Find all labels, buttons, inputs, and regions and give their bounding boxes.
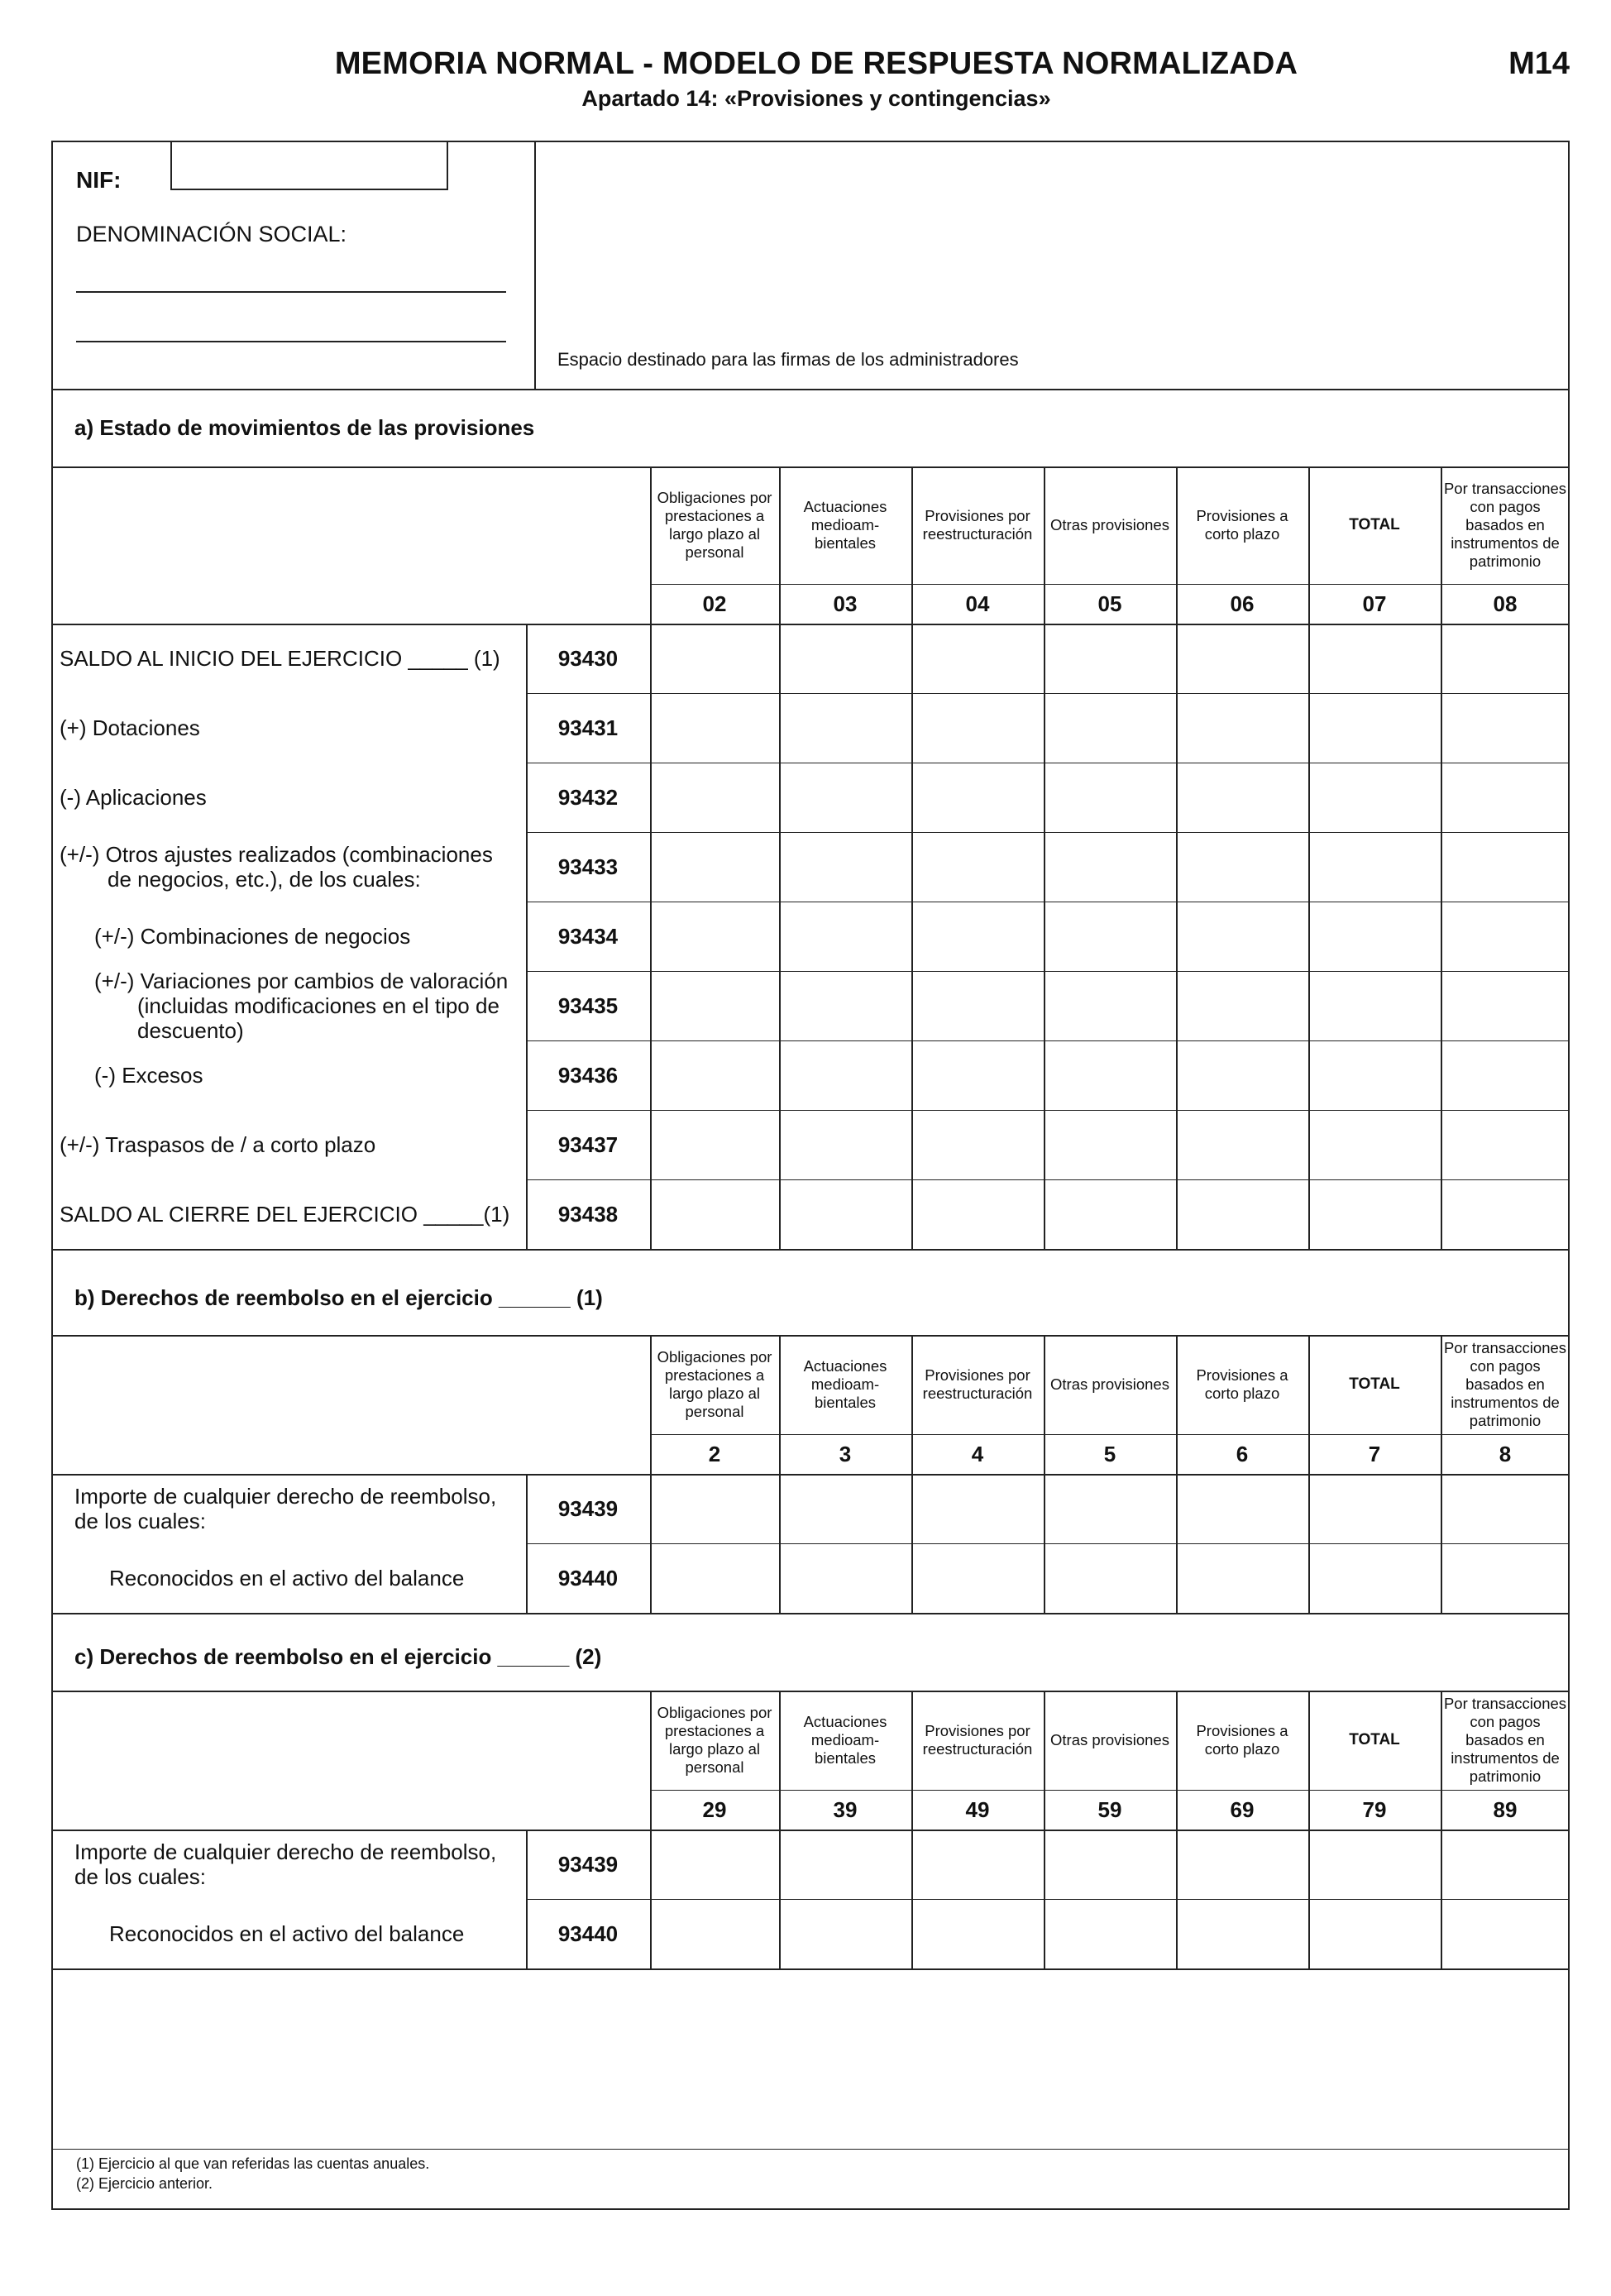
section_a-cell-93435-col7[interactable] <box>1442 973 1568 1039</box>
section_a-cell-93437-col3[interactable] <box>913 1112 1042 1178</box>
section_a-row-code-93437: 93437 <box>557 1131 619 1157</box>
section_a-cell-93431-col2[interactable] <box>781 695 910 761</box>
section_a-row-label-93437: (+/-) Traspasos de / a corto plazo <box>60 1132 376 1157</box>
observaciones-area[interactable] <box>53 1977 1568 2149</box>
section_b-cell-93439-col7[interactable] <box>1442 1476 1568 1542</box>
section_a-row-code-93435: 93435 <box>557 993 619 1018</box>
section_c-col-header-7: Por transacciones con pagos basados en instrumentos de patrimonio <box>1443 1695 1567 1785</box>
section_a-cell-93438-col1[interactable] <box>652 1181 777 1247</box>
section_a-cell-93433-col2[interactable] <box>781 834 910 900</box>
section_a-cell-93432-col3[interactable] <box>913 764 1042 830</box>
section_a-cell-93432-col4[interactable] <box>1045 764 1174 830</box>
section_b-col-number-7: 8 <box>1499 1441 1512 1466</box>
section_b-cell-93439-col5[interactable] <box>1178 1476 1307 1542</box>
section_a-row-code-93434: 93434 <box>557 923 619 949</box>
section_c-cell-93440-col5[interactable] <box>1178 1901 1307 1967</box>
section_a-cell-93432-col7[interactable] <box>1442 764 1568 830</box>
denominacion-line-1[interactable] <box>76 291 506 293</box>
firmas-label: Espacio destinado para las firmas de los administradores <box>557 349 1019 370</box>
section_b-row-label-93439: Importe de cualquier derecho de reembolso, de los cuales: <box>74 1484 497 1533</box>
section_a-cell-93433-col6[interactable] <box>1310 834 1439 900</box>
section_c-col-header-5: Provisiones a corto plazo <box>1196 1722 1288 1758</box>
section_a-cell-93437-col6[interactable] <box>1310 1112 1439 1178</box>
section_a-cell-93438-col4[interactable] <box>1045 1181 1174 1247</box>
section_a-cell-93433-col4[interactable] <box>1045 834 1174 900</box>
section_b-col-number-5: 6 <box>1236 1441 1249 1466</box>
section_a-row-code-93438: 93438 <box>557 1201 619 1227</box>
nif-input[interactable] <box>170 141 448 190</box>
section_a-cell-93430-col7[interactable] <box>1442 625 1568 691</box>
section_a-row-label-93434: (+/-) Combinaciones de negocios <box>94 924 411 949</box>
section_b-row-line-1 <box>526 1543 1568 1544</box>
section_a-col-header-3: Provisiones por reestructuración <box>922 507 1033 543</box>
section_c-col-header-4: Otras provisiones <box>1050 1731 1169 1748</box>
section_c-row-code-93439: 93439 <box>557 1851 619 1877</box>
section_a-col-number-5: 06 <box>1230 591 1255 616</box>
section_c-col-header-2: Actuaciones medioam-bientales <box>803 1713 887 1767</box>
section_a-cell-93435-col1[interactable] <box>652 973 777 1039</box>
section_b-cell-93440-col4[interactable] <box>1045 1545 1174 1611</box>
section_c-col-number-1: 29 <box>702 1796 727 1822</box>
section_a-cell-93431-col7[interactable] <box>1442 695 1568 761</box>
section_a-cell-93436-col4[interactable] <box>1045 1042 1174 1108</box>
section_a-cell-93433-col1[interactable] <box>652 834 777 900</box>
section_a-cell-93434-col2[interactable] <box>781 903 910 969</box>
section_a-cell-93437-col1[interactable] <box>652 1112 777 1178</box>
section_c-row-line-1 <box>526 1899 1568 1900</box>
section_a-cell-93438-col5[interactable] <box>1178 1181 1307 1247</box>
section_a-cell-93438-col3[interactable] <box>913 1181 1042 1247</box>
section_a-cell-93430-col1[interactable] <box>652 625 777 691</box>
section_c-cell-93440-col7[interactable] <box>1442 1901 1568 1967</box>
note-2: (2) Ejercicio anterior. <box>76 2175 213 2192</box>
section_a-cell-93436-col6[interactable] <box>1310 1042 1439 1108</box>
page-subtitle: Apartado 14: «Provisiones y contingencias» <box>581 86 1051 111</box>
section_a-cell-93432-col1[interactable] <box>652 764 777 830</box>
section_a-cell-93435-col6[interactable] <box>1310 973 1439 1039</box>
section_a-cell-93434-col1[interactable] <box>652 903 777 969</box>
section_b-row-code-93439: 93439 <box>557 1495 619 1521</box>
section_a-cell-93434-col5[interactable] <box>1178 903 1307 969</box>
section-c-title: c) Derechos de reembolso en el ejercicio ______ (2) <box>74 1644 602 1669</box>
section_b-cell-93440-col7[interactable] <box>1442 1545 1568 1611</box>
section_a-cell-93437-col7[interactable] <box>1442 1112 1568 1178</box>
section_b-col-header-4: Otras provisiones <box>1050 1375 1169 1393</box>
form-frame <box>51 141 1570 2210</box>
section_a-col-number-1: 02 <box>702 591 727 616</box>
section_a-col-header-2: Actuaciones medioam-bientales <box>803 498 887 552</box>
section_b-cell-93439-col1[interactable] <box>652 1476 777 1542</box>
section_c-col-number-6: 79 <box>1362 1796 1387 1822</box>
section_a-cell-93430-col5[interactable] <box>1178 625 1307 691</box>
section_b-cell-93439-col6[interactable] <box>1310 1476 1439 1542</box>
section_b-cell-93439-col3[interactable] <box>913 1476 1042 1542</box>
section_a-row-label-93438: SALDO AL CIERRE DEL EJERCICIO _____(1) <box>60 1202 510 1227</box>
section_c-cell-93439-col4[interactable] <box>1045 1831 1174 1897</box>
section_a-cell-93436-col2[interactable] <box>781 1042 910 1108</box>
section-a-title: a) Estado de movimientos de las provisiones <box>74 415 535 440</box>
page-title: MEMORIA NORMAL - MODELO DE RESPUESTA NORMALIZADA <box>334 46 1298 81</box>
section_b-col-number-3: 4 <box>971 1441 984 1466</box>
section_c-col-number-3: 49 <box>965 1796 990 1822</box>
section_a-cell-93436-col7[interactable] <box>1442 1042 1568 1108</box>
section_b-col-number-2: 3 <box>839 1441 852 1466</box>
section_b-col-header-7: Por transacciones con pagos basados en instrumentos de patrimonio <box>1443 1339 1567 1429</box>
section_a-row-line-8 <box>526 1179 1568 1180</box>
section_c-cell-93439-col3[interactable] <box>913 1831 1042 1897</box>
section_c-cell-93440-col1[interactable] <box>652 1901 777 1967</box>
denominacion-line-2[interactable] <box>76 341 506 342</box>
section_a-row-line-5 <box>526 971 1568 972</box>
section_c-col-number-5: 69 <box>1230 1796 1255 1822</box>
section-b-title: b) Derechos de reembolso en el ejercicio ______ (1) <box>74 1285 603 1310</box>
section_a-cell-93433-col5[interactable] <box>1178 834 1307 900</box>
section_b-col-header-5: Provisiones a corto plazo <box>1196 1366 1288 1402</box>
section_c-cell-93440-col4[interactable] <box>1045 1901 1174 1967</box>
section_a-col-header-5: Provisiones a corto plazo <box>1196 507 1288 543</box>
section_b-col-header-2: Actuaciones medioam-bientales <box>803 1357 887 1411</box>
section_a-cell-93435-col5[interactable] <box>1178 973 1307 1039</box>
section_a-cell-93431-col5[interactable] <box>1178 695 1307 761</box>
section_c-col-header-3: Provisiones por reestructuración <box>922 1722 1033 1758</box>
section_b-bottom-line <box>53 1613 1568 1614</box>
section_a-row-code-93431: 93431 <box>557 715 619 740</box>
section_a-col-number-7: 08 <box>1493 591 1518 616</box>
section_c-bottom-line <box>53 1968 1568 1970</box>
section_a-cell-93430-col6[interactable] <box>1310 625 1439 691</box>
section_b-col-number-4: 5 <box>1103 1441 1116 1466</box>
section_a-col-header-6: TOTAL <box>1349 516 1400 533</box>
section_c-cell-93440-col3[interactable] <box>913 1901 1042 1967</box>
section_a-cell-93432-col6[interactable] <box>1310 764 1439 830</box>
section_a-cell-93436-col1[interactable] <box>652 1042 777 1108</box>
section_b-cell-93439-col4[interactable] <box>1045 1476 1174 1542</box>
section_b-col-header-6: TOTAL <box>1349 1375 1400 1393</box>
section_a-col-header-4: Otras provisiones <box>1050 516 1169 533</box>
section_a-cell-93430-col4[interactable] <box>1045 625 1174 691</box>
section_b-row-code-93440: 93440 <box>557 1565 619 1590</box>
section_c-col-header-1: Obligaciones por prestaciones a largo plazo al personal <box>657 1704 772 1776</box>
section_b-col-number-1: 2 <box>708 1441 721 1466</box>
section_a-row-line-6 <box>526 1040 1568 1041</box>
section_c-cell-93439-col6[interactable] <box>1310 1831 1439 1897</box>
note-1: (1) Ejercicio al que van referidas las cuentas anuales. <box>76 2155 430 2172</box>
section_a-cell-93431-col6[interactable] <box>1310 695 1439 761</box>
section_a-col-number-2: 03 <box>833 591 858 616</box>
section_c-cell-93439-col2[interactable] <box>781 1831 910 1897</box>
section_a-cell-93435-col2[interactable] <box>781 973 910 1039</box>
section_a-row-line-3 <box>526 832 1568 833</box>
section_c-row-label-93439: Importe de cualquier derecho de reembolso, de los cuales: <box>74 1839 497 1889</box>
section_a-row-label-93430: SALDO AL INICIO DEL EJERCICIO _____ (1) <box>60 646 500 671</box>
section_b-cell-93440-col2[interactable] <box>781 1545 910 1611</box>
form-code: M14 <box>1508 46 1570 81</box>
section_c-cell-93440-col2[interactable] <box>781 1901 910 1967</box>
section_a-cell-93435-col4[interactable] <box>1045 973 1174 1039</box>
section_a-cell-93437-col4[interactable] <box>1045 1112 1174 1178</box>
section_a-cell-93438-col7[interactable] <box>1442 1181 1568 1247</box>
section_a-row-code-93436: 93436 <box>557 1062 619 1088</box>
section_a-row-code-93433: 93433 <box>557 854 619 879</box>
section_a-row-label-93435: (+/-) Variaciones por cambios de valoración (incluidas modificaciones en el tipo de descuento) <box>94 969 509 1043</box>
section_a-cell-93432-col5[interactable] <box>1178 764 1307 830</box>
section_a-row-label-93433: (+/-) Otros ajustes realizados (combinaciones de negocios, etc.), de los cuales: <box>60 842 493 892</box>
section_a-col-number-6: 07 <box>1362 591 1387 616</box>
section_c-row-code-93440: 93440 <box>557 1921 619 1946</box>
section_a-cell-93437-col2[interactable] <box>781 1112 910 1178</box>
section_a-cell-93435-col3[interactable] <box>913 973 1042 1039</box>
section_b-row-label-93440: Reconocidos en el activo del balance <box>109 1566 465 1590</box>
section_a-cell-93431-col3[interactable] <box>913 695 1042 761</box>
section_a-bottom-line <box>53 1249 1568 1251</box>
section_b-col-header-3: Provisiones por reestructuración <box>922 1366 1033 1402</box>
section_b-cell-93439-col2[interactable] <box>781 1476 910 1542</box>
section_c-cell-93439-col7[interactable] <box>1442 1831 1568 1897</box>
section_a-row-code-93432: 93432 <box>557 784 619 810</box>
section_b-col-number-6: 7 <box>1368 1441 1381 1466</box>
section_a-cell-93433-col7[interactable] <box>1442 834 1568 900</box>
section_c-cell-93439-col5[interactable] <box>1178 1831 1307 1897</box>
denominacion-social-label: DENOMINACIÓN SOCIAL: <box>76 222 347 246</box>
section_b-cell-93440-col6[interactable] <box>1310 1545 1439 1611</box>
section_a-row-label-93432: (-) Aplicaciones <box>60 785 207 810</box>
nif-label: NIF: <box>76 167 122 193</box>
notes-divider <box>53 2149 1568 2150</box>
section_a-cell-93434-col6[interactable] <box>1310 903 1439 969</box>
section_a-row-line-7 <box>526 1110 1568 1111</box>
section_a-cell-93433-col3[interactable] <box>913 834 1042 900</box>
section_a-cell-93434-col4[interactable] <box>1045 903 1174 969</box>
section_a-cell-93438-col6[interactable] <box>1310 1181 1439 1247</box>
section_c-cell-93439-col1[interactable] <box>652 1831 777 1897</box>
section_c-cell-93440-col6[interactable] <box>1310 1901 1439 1967</box>
section_a-row-label-93431: (+) Dotaciones <box>60 715 200 740</box>
section_c-col-number-7: 89 <box>1493 1796 1518 1822</box>
section_a-cell-93438-col2[interactable] <box>781 1181 910 1247</box>
section_a-col-number-3: 04 <box>965 591 990 616</box>
section_b-cell-93440-col1[interactable] <box>652 1545 777 1611</box>
section_b-col-header-1: Obligaciones por prestaciones a largo plazo al personal <box>657 1348 772 1420</box>
section_c-col-number-4: 59 <box>1097 1796 1122 1822</box>
section_a-col-number-4: 05 <box>1097 591 1122 616</box>
section_a-col-header-1: Obligaciones por prestaciones a largo plazo al personal <box>657 489 772 561</box>
section_a-cell-93436-col3[interactable] <box>913 1042 1042 1108</box>
section_a-cell-93436-col5[interactable] <box>1178 1042 1307 1108</box>
section_c-col-header-6: TOTAL <box>1349 1731 1400 1748</box>
section_a-cell-93431-col4[interactable] <box>1045 695 1174 761</box>
section_a-col-header-7: Por transacciones con pagos basados en instrumentos de patrimonio <box>1443 480 1567 570</box>
section_b-cell-93440-col5[interactable] <box>1178 1545 1307 1611</box>
section_a-cell-93431-col1[interactable] <box>652 695 777 761</box>
section_b-cell-93440-col3[interactable] <box>913 1545 1042 1611</box>
section_a-row-line-1 <box>526 693 1568 694</box>
section_a-row-label-93436: (-) Excesos <box>94 1063 203 1088</box>
section_a-cell-93430-col2[interactable] <box>781 625 910 691</box>
section_a-cell-93430-col3[interactable] <box>913 625 1042 691</box>
divider <box>53 389 1568 390</box>
section_a-row-code-93430: 93430 <box>557 645 619 671</box>
section_c-col-number-2: 39 <box>833 1796 858 1822</box>
section_c-row-label-93440: Reconocidos en el activo del balance <box>109 1921 465 1946</box>
section_a-cell-93434-col7[interactable] <box>1442 903 1568 969</box>
section_a-cell-93432-col2[interactable] <box>781 764 910 830</box>
section_a-cell-93437-col5[interactable] <box>1178 1112 1307 1178</box>
section_a-cell-93434-col3[interactable] <box>913 903 1042 969</box>
